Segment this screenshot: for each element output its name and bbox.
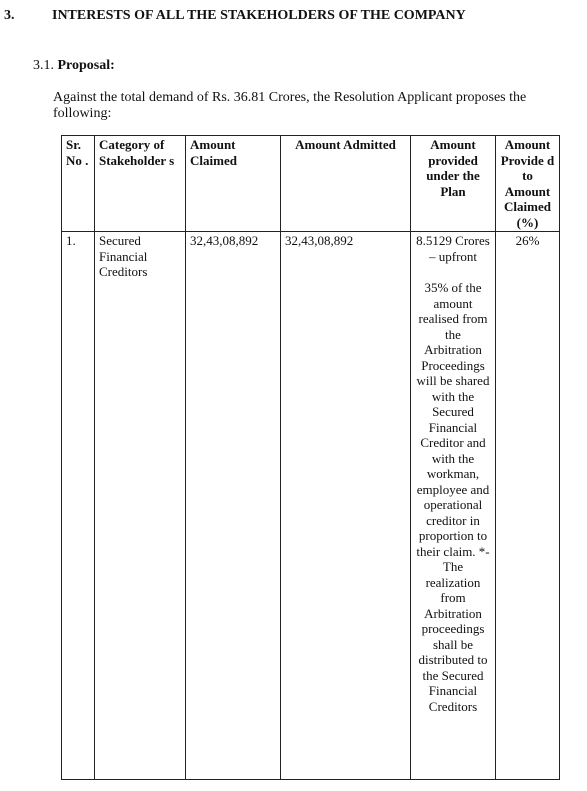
plan-upfront: 8.5129 Crores – upfront bbox=[416, 233, 490, 264]
plan-arbitration: 35% of the amount realised from the Arbitration Proceedings will be shared with the Secured Financial Creditor and with the workman, employee and operational creditor in proportion to their claim. *-The realization from Arbitration proceedings shall be distributed to the Secured Financial Creditors bbox=[416, 280, 490, 714]
cell-sr-no: 1. bbox=[62, 232, 95, 780]
subsection-number: 3.1. bbox=[33, 58, 54, 73]
cell-amount-admitted: 32,43,08,892 bbox=[281, 232, 411, 780]
cell-category: Secured Financial Creditors bbox=[95, 232, 186, 780]
header-amount-plan: Amount provided under the Plan bbox=[411, 136, 496, 232]
header-amount-claimed: Amount Claimed bbox=[186, 136, 281, 232]
section-number: 3. bbox=[4, 8, 15, 23]
subsection-heading bbox=[33, 58, 115, 74]
cell-amount-plan bbox=[411, 232, 496, 780]
stakeholder-table bbox=[61, 135, 560, 780]
header-sr-no: Sr. No . bbox=[62, 136, 95, 232]
header-category: Category of Stakeholder s bbox=[95, 136, 186, 232]
cell-amount-claimed: 32,43,08,892 bbox=[186, 232, 281, 780]
subsection-title: Proposal: bbox=[57, 58, 115, 73]
table-header-row bbox=[62, 136, 560, 232]
cell-amount-pct: 26% bbox=[496, 232, 560, 780]
header-amount-pct: Amount Provide d to Amount Claimed (%) bbox=[496, 136, 560, 232]
table-row bbox=[62, 232, 560, 780]
header-amount-admitted: Amount Admitted bbox=[281, 136, 411, 232]
section-title: INTERESTS OF ALL THE STAKEHOLDERS OF THE COMPANY bbox=[52, 8, 466, 23]
intro-paragraph: Against the total demand of Rs. 36.81 Crores, the Resolution Applicant proposes the following: bbox=[53, 90, 527, 121]
